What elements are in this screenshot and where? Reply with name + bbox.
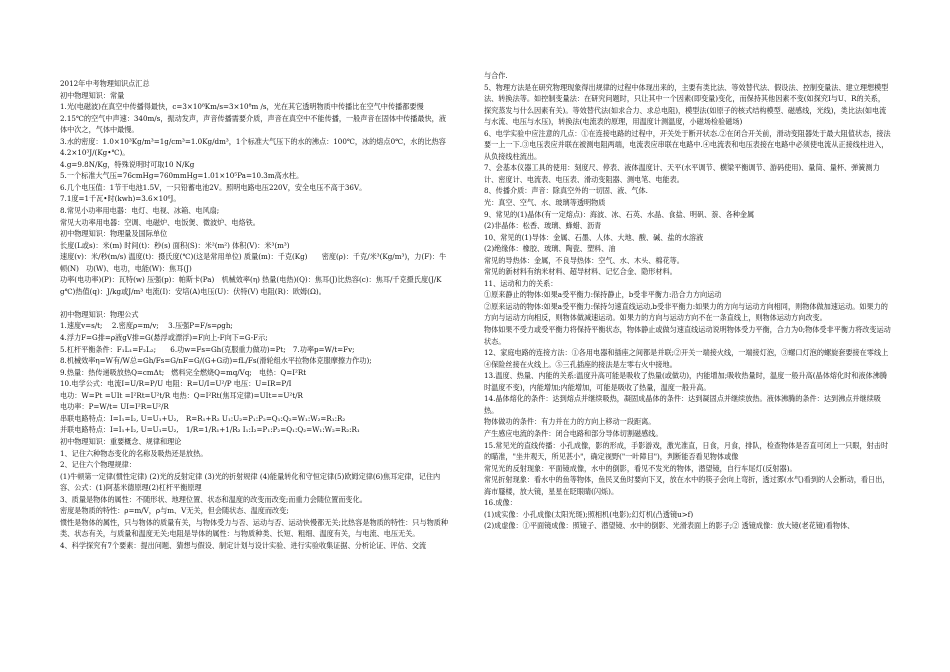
left-column-line: 3、质量是物体的属性：不随形状、地理位置、状态和温度的改变而改变;而重力会随位置而变化。: [60, 494, 367, 504]
right-column-line: 8、传播介质：声音：除真空外的一切固、液、气体.: [484, 186, 648, 196]
right-column-line: 常见的新材料有纳米材料、超导材料、记忆合金、隐形材料。: [484, 267, 677, 277]
right-column-line: 14.晶体熔化的条件：达到熔点并继续吸热，凝固成晶体的条件：达到凝固点并继续放热。液体沸腾的条件：达到沸点并继续吸热。: [484, 394, 881, 415]
right-column-line: 16.成像：: [484, 498, 517, 508]
left-column-line: 1.速度v=s/t; 2.密度ρ=m/v; 3.压强P=F/s=ρgh;: [60, 321, 233, 331]
left-column-line: 3.水的密度：1.0×10³Kg/m³=1g/cm³=1.0Kg/dm³，1个标准大气压下的水的沸点：100℃，冰的熔点0℃，水的比热容4.2×10³J/(Kg•℃)。: [60, 136, 446, 158]
left-column-line: 电功率：P=W/t= UI=I²R=U²/R: [60, 402, 169, 412]
left-column-line: 7.1度=1千瓦•时(kwh)=3.6×10⁶J。: [60, 194, 181, 204]
right-column-line: (1)成实像：小孔成像(太阳光斑);照相机(电影);幻灯机(凸透镜u>f): [484, 509, 694, 519]
right-column-line: 10、常见的(1)导体：金属、石墨、人体、大地、酸、碱、盐的水溶液: [484, 232, 704, 242]
left-column-spacer: [60, 297, 450, 309]
left-column: [60, 78, 450, 551]
right-column-line: 物体做功的条件：有力并在力的方向上移动一段距离。: [484, 417, 656, 427]
left-column-line: 2、记住六个物理规律：: [60, 460, 136, 470]
left-column-line: 4、科学探究有7个要素：提出问题、猜想与假设、制定计划与设计实验、进行实验收集证据、分析论证、评估、交流: [60, 540, 427, 550]
right-column-line: (2)成虚像：①平面镜成像：照镜子、潜望镜、水中的倒影、光滑表面上的影子;② 透镜成像：放大镜(老花镜)看物体、: [484, 521, 855, 531]
left-column-line: 2.15℃的空气中声速：340m/s，振动发声，声音传播需要介质，声音在真空中不能传播，一般声音在固体中传播最快，液体中次之，气体中最慢。: [60, 113, 446, 135]
left-column-line: 初中物理知识：重要概念、规律和理论: [60, 436, 182, 446]
left-column-line: 10.电学公式：电流I=U/R=P/U 电阻：R=U/I=U²/P 电压：U=IR=P/I: [60, 379, 292, 389]
left-column-line: 5.一个标准大气压=76cmHg=760mmHg=1.01×10⁵Pa=10.3m高水柱。: [60, 171, 304, 181]
right-column: [484, 70, 892, 532]
right-column-line: ①原来静止的物体:如果a受平衡力:保持静止，b受非平衡力:沿合力方向运动: [484, 290, 722, 300]
left-column-line: 常见大功率用电器：空调、电磁炉、电饭煲、微波炉、电烙铁。: [60, 217, 260, 227]
right-column-line: 产生感应电流的条件：闭合电路和部分导体切割磁感线。: [484, 428, 663, 438]
left-column-line: 密度是物质的特性：ρ=m/V，ρ与m、V无关，但会随状态、温度而改变;: [60, 506, 289, 516]
right-column-line: ②原来运动的物体:如果a受平衡力:保持匀速直线运动,b受非平衡力:如果力的方向与运动方向相同，则物体做加速运动。如果力的方向与运动方向相反，则物体做减速运动。如果力的方向与运动方向不在一条直线上，则物体运动方向改变。: [484, 301, 888, 323]
left-column-line: 9.热量：热传递吸放热Q=cmΔt; 燃料完全燃烧Q=mq/Vq; 电热：Q=I²Rt: [60, 367, 307, 377]
right-column-line: 常见光的反射现象：平面镜成像，水中的倒影，看见不发光的物体，潜望镜，自行车尾灯(反射器)。: [484, 463, 797, 473]
right-column-line: 物体如果不受力或受平衡力将保持平衡状态，物体静止或做匀速直线运动说明物体受力平衡，合力为0;物体受非平衡力将改变运动状态。: [484, 325, 891, 346]
left-column-line: 6.几个电压值：1节干电池1.5V，一只铅蓄电池2V。照明电路电压220V，安全电压不高于36V。: [60, 182, 367, 192]
right-column-line: 15.常见光的直线传播：小孔成像，影的形成，手影游戏，激光准直，日食，月食，排队，检查物体是否直可闭上一只眼，射击时的瞄准，"坐井观天，所见甚小"，确定视野("一叶障目")，判断能否看见物体或像: [484, 440, 889, 462]
right-column-line: 常见的导热体：金属，不良导热体：空气、水、木头、棉花等。: [484, 255, 684, 265]
right-column-line: (2)非晶体：松香、玻璃、蜂蜡、沥青: [484, 221, 602, 231]
right-column-line: 12、家庭电路的连接方法：①各用电器和插座之间都是并联;②开关一端接火线，一端接灯泡，③螺口灯泡的螺旋套要接在零线上④保险丝接在火线上。⑤三孔插座的接法是左零右火中接地。: [484, 348, 889, 369]
right-column-line: 光：真空、空气、水、玻璃等透明物质: [484, 198, 606, 208]
left-column-line: 电功：W=Pt =UIt =I²Rt=U²t/R 电热：Q=I²Rt(焦耳定律)=UIt==U²t/R: [60, 390, 303, 400]
left-column-line: 8.机械效率η=W有/W总=Gh/Fs=G/nF=G/(G+G动)=fL/Fs(滑轮组水平拉物体克服摩擦力作功);: [60, 356, 372, 366]
left-column-line: 4.浮力F=G排=ρ液gV排=G(悬浮或漂浮)=F向上-F向下=G-F示;: [60, 333, 268, 343]
left-column-line: 1、记住六种物态变化的名称及吸热还是放热。: [60, 448, 208, 458]
right-column-line: 11、运动和力的关系：: [484, 278, 558, 288]
left-column-line: (1)牛顿第一定律(惯性定律) (2)光的反射定律 (3)光的折射规律 (4)能量转化和守恒定律(5)欧姆定律(6)焦耳定律，记住内容、公式：(1)阿基米德原理(2)杠杆平衡原理: [60, 471, 441, 493]
right-column-line: 9、常见的(1)晶体(有一定熔点)：海波、冰、石英、水晶、食盐、明矾、萘、各种金属: [484, 209, 755, 219]
left-column-line: 初中物理知识：物理公式: [60, 309, 139, 319]
left-column-line: 5.杠杆平衡条件：F₁L₁=F₂L₂; 6.功w=Fs=Gh(克服重力做功)=Pt; 7.功率p=W/t=Fv;: [60, 344, 355, 354]
left-column-line: 长度(L或s)：米(m) 时间(t)：秒(s) 面积(S)：米²(m²) 体积(V)：米³(m³): [60, 240, 290, 250]
left-column-line: 初中物理知识：常量: [60, 90, 125, 100]
left-column-line: 串联电路特点：I=I₁=I₂, U=U₁+U₂, R=R₁+R₂ U₁:U₂=P₁:P₂=Q₁:Q₂=W₁:W₂=R₁:R₂: [60, 413, 346, 423]
left-column-line: 2012年中考物理知识点汇总: [60, 79, 150, 88]
right-column-line: 6、电学实验中应注意的几点：①在连接电路的过程中，开关处于断开状态.②在闭合开关前，滑动变阻器处于最大阻值状态，接法要一上一下.③电压表应并联在被测电阻两端，电流表应串联在电路中.④电流表和电压表接在电路中必须使电流从正接线柱进入，从负接线柱流出。: [484, 128, 891, 161]
right-column-line: 与合作.: [484, 71, 508, 80]
left-column-line: 惯性是物体的属性，只与物体的质量有关，与物体受力与否、运动与否、运动快慢都无关;比热容是物质的特性：只与物质种类、状态有关，与质量和温度无关;电阻是导体的属性：与物质种类、长短、粗细、温度有关，与电流、电压无关。: [60, 517, 449, 539]
left-column-line: 并联电路特点：I=I₁+I₂, U=U₁=U₂, 1/R=1/R₁+1/R₂ I₁:I₂=P₁:P₂=Q₁:Q₂=W₁:W₂=R₂:R₁: [60, 425, 360, 435]
right-column-line: 常见折射现象：看水中的鱼等物体，鱼民叉鱼时要向下叉，放在水中的筷子会向上弯折，透过雾(水气)看到的人会断动，看日出，海市蜃楼，放大镜，星星在眨眼睛(闪烁)。: [484, 475, 890, 496]
left-column-line: 8.常见小功率用电器：电灯、电视、冰箱、电风扇;: [60, 206, 220, 216]
left-column-line: 初中物理知识：物理量及国际单位: [60, 229, 168, 239]
right-column-line: (2)绝缘体：橡胶、玻璃、陶瓷、塑料、油: [484, 244, 616, 254]
left-column-line: 功率(电功率)(P)：瓦特(w) 压强(p)：帕斯卡(Pa) 机械效率(η) 热量(电热)(Q)：焦耳(J)比热容(c)：焦耳/千克摄氏度(J/Kg℃)热值(q)：J/kg或J/m³ 电流(I)：安培(A)电压(U)：伏特(V) 电阻(R)：欧姆(Ω)。: [60, 275, 442, 296]
left-column-line: 速度(v)：米/秒(m/s) 温度(t)：摄氏度(℃)(这是常用单位) 质量(m)：千克(Kg) 密度(ρ)：千克/米³(Kg/m³)，力(F)：牛顿(N) 功(W)、电功，电能(W)：焦耳(J): [60, 252, 447, 273]
left-column-line: 4.g=9.8N/Kg，特殊说明时可取10 N/Kg: [60, 159, 195, 169]
right-column-line: 5、物理方法是在研究物理现象得出规律的过程中体现出来的，主要有类比法、等效替代法、假设法、控制变量法、建立理想模型法、转换法等。如控制变量法：在研究问题时，只让其中一个因素(即变量)变化，而保持其他因素不变(如探究I与U、R的关系，探究蒸发与什么因素有关)。等效替代法(如求合力、求总电阻)，模型法(如原子的核式结构模型、磁感线，光线)，类比法(如电流与水流、电压与水压)，转换法(电流表的原理，用温度计测温度，小磁场检验磁场): [484, 82, 889, 127]
right-column-line: 13.温度、热量、内能的关系:温度升高可能是吸收了热量(或做功)，内能增加;吸收热量时，温度一般升高(晶体熔化时和液体沸腾时温度不变)，内能增加;内能增加，可能是吸收了热量，温度一般升高。: [484, 371, 887, 392]
right-column-line: 7、会基本仪器工具的使用：刻度尺、停表、液体温度计、天平(水平调节、横梁平衡调节、游码使用)、量筒、量杯、弹簧测力计、密度计、电流表、电压表、滑动变阻器、测电笔、电能表。: [484, 163, 880, 184]
left-column-line: 1.光(电磁波)在真空中传播得最快，c=3×10⁸Km/s=3×10⁸m /s，光在其它透明物质中传播比在空气中传播都要慢: [60, 102, 424, 112]
